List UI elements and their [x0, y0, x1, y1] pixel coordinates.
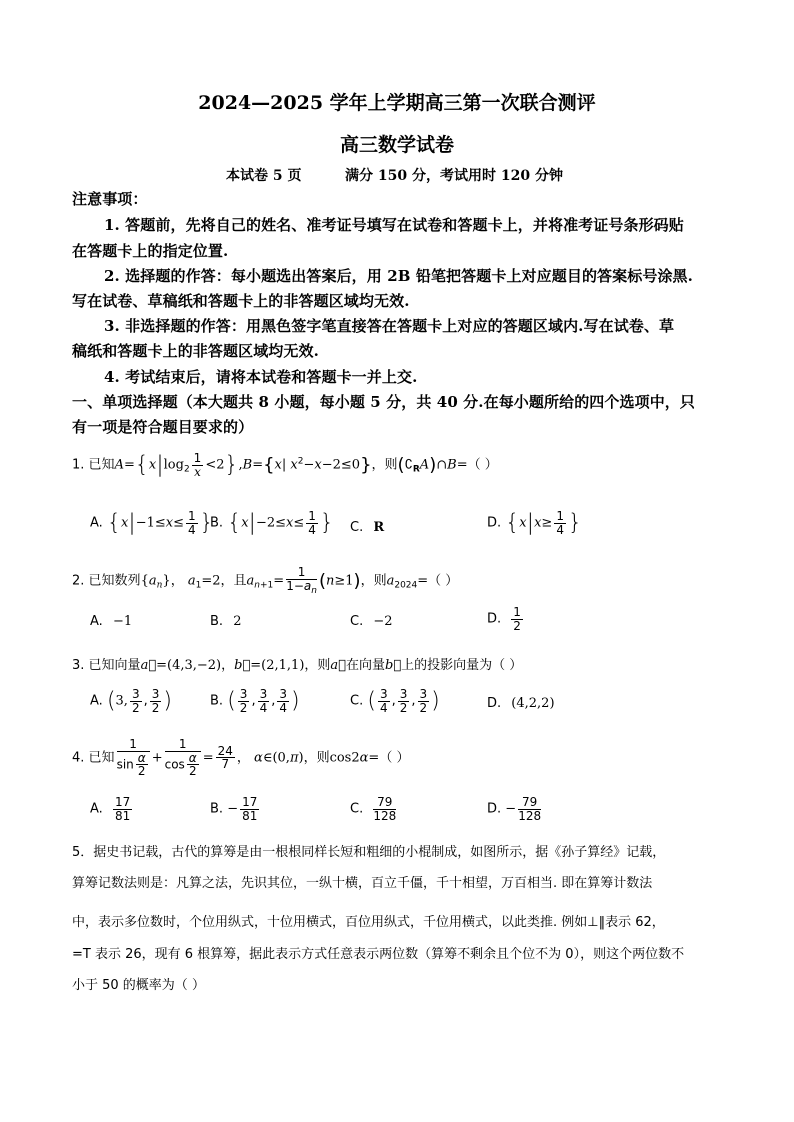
- question-2-number: 2.: [72, 573, 85, 589]
- question-1-prefix: 已知: [88, 457, 115, 473]
- q1-option-c-value: R: [373, 520, 385, 535]
- question-5-line-3: 中，表示多位数时，个位用纵式，十位用横式，百位用纵式，千位用横式，以此类推. 例如⊥‖表示 62，: [72, 915, 665, 930]
- question-4-prefix: 已知: [88, 750, 115, 766]
- q2-option-c-value: −2: [373, 614, 393, 629]
- exam-subtitle: 高三数学试卷: [339, 134, 454, 156]
- q2-option-c-label: C.: [350, 614, 364, 629]
- q4-option-a: A. $\frac{17}{81}$: [90, 795, 131, 823]
- notice-item-3-line-1: 3. 非选择题的作答：用黑色签字笔直接答在答题卡上对应的答题区域内.写在试卷、草: [104, 317, 675, 335]
- q2-option-a-value: −1: [112, 614, 133, 629]
- notice-item-4: 4. 考试结束后，请将本试卷和答题卡一并上交.: [104, 368, 418, 386]
- q1-set-a: A: [114, 457, 124, 473]
- question-5-line-5: 小于 50 的概率为（ ）: [72, 978, 205, 993]
- q1-option-b-label: B.: [210, 515, 224, 531]
- question-3: 3. 已知向量a⃗=(4,3,−2)，b⃗=(2,1,1)，则a⃗在向量b⃗上的投影向量为（ ）: [72, 658, 523, 673]
- notice-item-1-line-2: 在答题卡上的指定位置.: [72, 242, 229, 260]
- q3-option-d-label: D.: [487, 696, 502, 711]
- q4-option-c: C. $\frac{79}{128}$: [350, 795, 397, 823]
- q1-option-a-label: A.: [90, 515, 103, 531]
- q4-option-b: B. − $\frac{17}{81}$: [210, 795, 258, 823]
- q2-option-b-label: B.: [210, 614, 224, 629]
- question-2-suffix: （ ）: [428, 573, 459, 589]
- q4-option-b-label: B.: [210, 801, 224, 817]
- question-4-number: 4.: [72, 750, 85, 766]
- question-3-text2: 在向量: [345, 658, 385, 673]
- question-1: 1. 已知$A=\{x|\log_2$ $\frac{1}{x}$ <2},B={x| $x^2-x-2\le 0$}，则$(∁_RA)\cap B=$（ ）: [72, 451, 498, 479]
- question-5-line-1: 5．据史书记载，古代的算筹是由一根根同样长短和粗细的小棍制成，如图所示，据《孙子算经》记载，: [72, 845, 666, 860]
- q3-option-d: [487, 696, 555, 711]
- question-5-line-2: 算筹记数法则是：凡算之法，先识其位，一纵十横，百立千僵，千十相望，万百相当. 即在算筹计数法: [72, 876, 653, 891]
- q1-option-c: [350, 520, 384, 535]
- q3-option-d-value: (4,2,2): [511, 696, 555, 711]
- section-1-heading-line-2: 有一项是符合题目要求的）: [72, 418, 254, 436]
- question-2-cond: ，且: [220, 573, 247, 589]
- exam-title: 2024—2025 学年上学期高三第一次联合测评: [198, 92, 596, 114]
- question-3-prefix: 已知向量: [88, 658, 141, 673]
- question-4: 4. 已知 1 sin $\frac{\alpha}{2}$ + 1 cos $\frac{\alpha}{2}$ = $\frac{24}{7}$ ， α∈(0,π)，则cos2α=（ ）: [72, 737, 410, 779]
- question-3-number: 3.: [72, 658, 85, 673]
- notice-item-2-line-1: 2. 选择题的作答：每小题选出答案后，用 2B 铅笔把答题卡上对应题目的答案标号涂黑.: [104, 267, 693, 285]
- question-5-line-4: =T 表示 26，现有 6 根算筹，据此表示方式任意表示两位数（算筹不剩余且个位不为 0），则这个两位数不: [72, 947, 685, 962]
- question-1-number: 1.: [72, 457, 85, 473]
- q3-option-c-label: C.: [350, 693, 364, 709]
- q3-option-a-label: A.: [90, 693, 103, 709]
- section-1-heading-line-1: 一、单项选择题（本大题共 8 小题，每小题 5 分，共 40 分.在每小题所给的四个选项中，只: [72, 393, 696, 411]
- question-4-suffix: （ ）: [379, 750, 410, 766]
- q2-option-c: [350, 614, 393, 629]
- question-1-mid: ，则: [371, 457, 398, 473]
- q1-option-a: A. {x|−1≤x≤ $\frac{1}{4}$ }: [90, 509, 214, 537]
- exam-meta-score: 满分 150 分，考试用时 120 分钟: [345, 168, 563, 184]
- q2-option-d-label: D.: [487, 611, 502, 627]
- notice-item-2-line-2: 写在试卷、草稿纸和答题卡上的非答题区域均无效.: [72, 292, 410, 310]
- question-2: 2. 已知数列$\{a_n\}$， $a_1=2$，且$a_{n+1}=$ $\frac{1}{1-a_n}$ (n≥1)，则$a_{2024}=$（ ）: [72, 565, 459, 596]
- exam-meta-pages: 本试卷 5 页: [226, 168, 302, 184]
- question-3-text3: 上的投影向量为（ ）: [401, 658, 523, 673]
- q2-option-a: [90, 614, 132, 629]
- notice-item-3-line-2: 稿纸和答题卡上的非答题区域均无效.: [72, 342, 319, 360]
- q4-option-a-label: A.: [90, 801, 103, 817]
- q4-option-d-label: D.: [487, 801, 502, 817]
- q1-option-b: B. {x|−2≤x≤ $\frac{1}{4}$ }: [210, 509, 334, 537]
- q1-option-d-label: D.: [487, 515, 502, 531]
- q3-option-a: A. (3, $\frac{3}{2}$ , $\frac{3}{2}$ ): [90, 687, 172, 715]
- q1-option-d: D. {x|x≥ $\frac{1}{4}$ }: [487, 509, 582, 537]
- q2-option-a-label: A.: [90, 614, 103, 629]
- question-1-suffix: （ ）: [467, 457, 498, 473]
- question-4-mid: ，则: [303, 750, 330, 766]
- notice-item-1-line-1: 1. 答题前，先将自己的姓名、准考证号填写在试卷和答题卡上，并将准考证号条形码贴: [104, 216, 684, 234]
- question-3-mid: ，则: [304, 658, 331, 673]
- q3-option-b-label: B.: [210, 693, 224, 709]
- notice-heading: 注意事项：: [72, 190, 148, 208]
- question-2-mid: ，则: [360, 573, 387, 589]
- q2-option-b-value: 2: [233, 614, 242, 629]
- q2-option-b: [210, 614, 241, 629]
- q3-option-b: B. ( $\frac{3}{2}$ , $\frac{3}{4}$ , $\frac{3}{4}$ ): [210, 687, 300, 715]
- q2-option-d: D. $\frac{1}{2}$: [487, 605, 521, 633]
- q1-option-c-label: C.: [350, 520, 364, 535]
- q4-option-c-label: C.: [350, 801, 364, 817]
- question-2-prefix: 已知数列: [88, 573, 141, 589]
- q3-option-c: C. ( $\frac{3}{4}$ , $\frac{3}{2}$ , $\frac{3}{2}$ ): [350, 687, 440, 715]
- q4-option-d: D. − $\frac{79}{128}$: [487, 795, 542, 823]
